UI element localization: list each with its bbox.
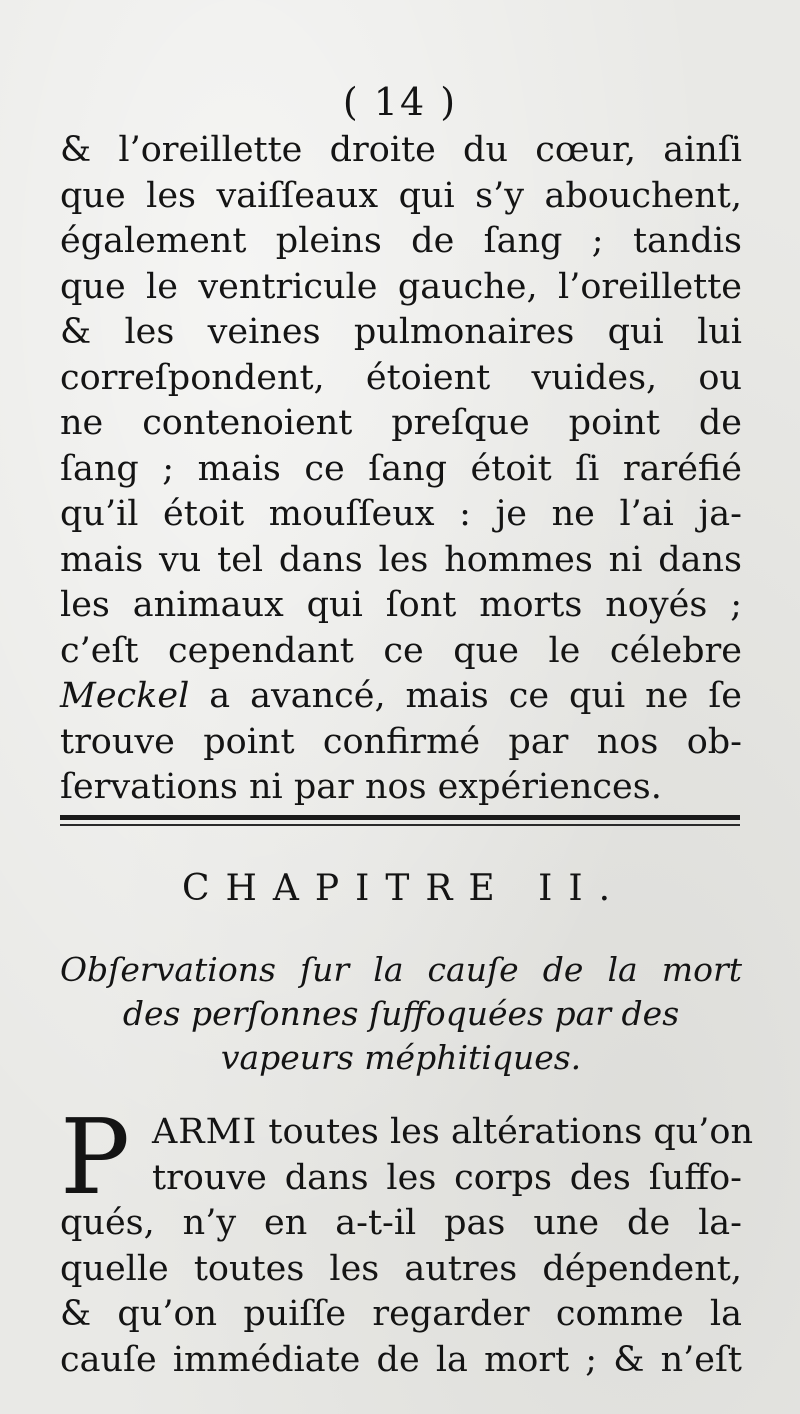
- text-line: les animaux qui ſont morts noyés ;: [60, 585, 742, 625]
- subtitle-line: Obſervations ſur la cauſe de la mort: [60, 950, 742, 989]
- meckel-line-rest: a avancé, mais ce qui ne ſe: [189, 676, 742, 716]
- first-line-rest: toutes les altérations qu’on: [257, 1112, 754, 1152]
- text-line-meckel: [60, 674, 742, 720]
- body-text: [60, 128, 742, 811]
- text-line: & l’oreillette droite du cœur, ainſi: [60, 130, 742, 170]
- chapter-heading: CHAPITRE II.: [181, 868, 627, 909]
- meckel-name: Meckel: [60, 676, 190, 716]
- drop-cap: P: [60, 1096, 130, 1218]
- text-line: mais vu tel dans les hommes ni dans: [60, 539, 742, 580]
- paragraph-line: quelle toutes les autres dépendent,: [60, 1248, 742, 1289]
- first-word-rest: ARMI: [152, 1112, 258, 1152]
- text-line: que le ventricule gauche, l’oreillette: [60, 266, 742, 307]
- paragraph-line: & qu’on puiſſe regarder comme la: [60, 1294, 742, 1334]
- text-line: correſpondent, étoient vuides, ou: [60, 357, 742, 398]
- text-line: ne contenoient preſque point de: [60, 403, 742, 443]
- section-divider: [60, 815, 740, 827]
- subtitle-line: vapeurs méphitiques.: [220, 1038, 582, 1077]
- text-line: ſervations ni par nos expériences.: [60, 767, 662, 807]
- subtitle-line: des perſonnes ſuffoquées par des: [122, 994, 680, 1033]
- divider-thick-rule: [60, 815, 740, 820]
- paragraph-line: trouve dans les corps des ſuffo-: [152, 1157, 742, 1198]
- text-line: que les vaiſſeaux qui s’y abouchent,: [60, 175, 742, 216]
- chapter-subtitle: [60, 948, 742, 1080]
- text-line: trouve point confirmé par nos ob-: [60, 721, 742, 762]
- text-line: qu’il étoit mouſſeux : je ne l’ai ja-: [60, 494, 742, 534]
- paragraph-line: cauſe immédiate de la mort ; & n’eſt: [60, 1339, 742, 1380]
- text-line: également pleins de ſang ; tandis: [60, 221, 742, 261]
- divider-thin-rule: [60, 824, 740, 826]
- text-line: c’eſt cependant ce que le célebre: [60, 630, 742, 671]
- paragraph-line: qués, n’y en a-t-il pas une de la-: [60, 1203, 742, 1243]
- paragraph-first-line: [152, 1110, 754, 1156]
- text-line: & les veines pulmonaires qui lui: [60, 312, 742, 352]
- chapter-paragraph: [60, 1096, 754, 1383]
- text-line: ſang ; mais ce ſang étoit ſi raréfié: [60, 448, 742, 489]
- page-number: ( 14 ): [342, 80, 458, 124]
